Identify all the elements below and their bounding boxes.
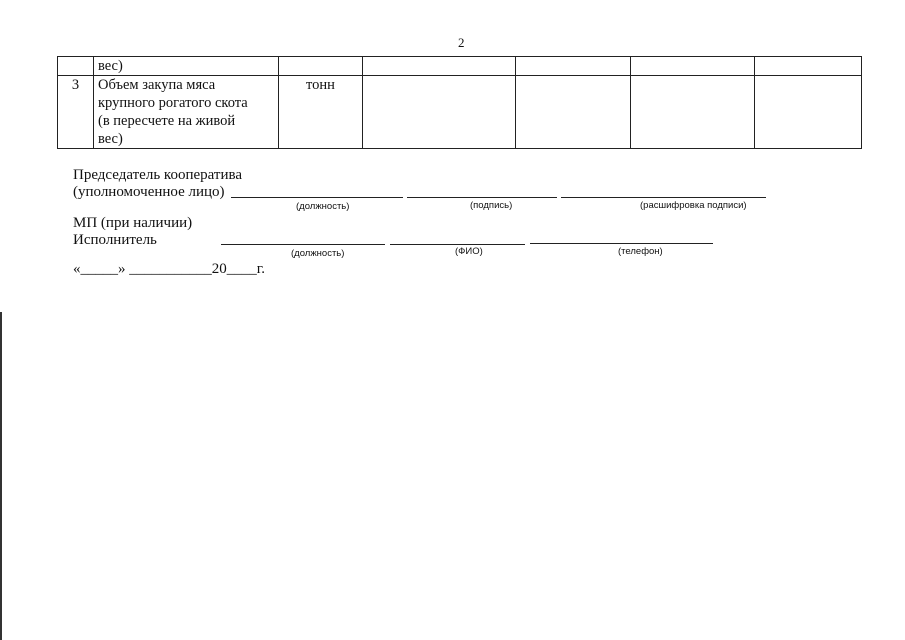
caption-phone: (телефон): [618, 246, 663, 257]
date-line: «_____» ___________20____г.: [73, 261, 265, 277]
chairman-signature-line[interactable]: [407, 197, 557, 198]
stamp-label: МП (при наличии): [73, 215, 193, 231]
scan-edge-line: [0, 312, 2, 640]
table-cell: [631, 57, 755, 76]
indicator-line: Объем закупа мяса: [98, 77, 216, 93]
caption-position: (должность): [296, 201, 350, 212]
chairman-title: Председатель кооператива: [73, 167, 243, 183]
executor-name-line[interactable]: [390, 244, 525, 245]
chairman-name-line[interactable]: [561, 197, 766, 198]
chairman-subtitle: (уполномоченное лицо): [73, 184, 225, 200]
page-number: 2: [458, 35, 465, 50]
caption-full-name: (ФИО): [455, 246, 483, 257]
table-cell-indicator: [94, 57, 279, 76]
executor-position-line[interactable]: [221, 244, 385, 245]
table-cell: [631, 76, 755, 149]
table-cell: [755, 76, 862, 149]
executor-label: Исполнитель: [73, 232, 157, 248]
table-cell: [363, 57, 516, 76]
indicator-line: (в пересчете на живой: [98, 113, 236, 129]
executor-phone-line[interactable]: [530, 243, 713, 244]
table-cell: [279, 57, 363, 76]
indicator-line: крупного рогатого скота: [98, 95, 248, 111]
table-cell: [516, 76, 631, 149]
caption-signature-decoding: (расшифровка подписи): [640, 200, 747, 211]
row-number: 3: [58, 76, 94, 149]
table-cell: [516, 57, 631, 76]
caption-position: (должность): [291, 248, 345, 259]
caption-signature: (подпись): [470, 200, 513, 211]
table-row-3: [58, 76, 862, 149]
chairman-position-line[interactable]: [231, 197, 403, 198]
table-row-continuation: [58, 57, 862, 76]
indicator-line: вес): [98, 131, 123, 147]
report-table: [57, 56, 862, 149]
unit-cell: тонн: [279, 76, 363, 149]
table-cell-indicator: [94, 76, 279, 149]
table-cell: [755, 57, 862, 76]
table-cell: [58, 57, 94, 76]
table-cell: [363, 76, 516, 149]
indicator-continuation-text: вес): [98, 58, 123, 74]
